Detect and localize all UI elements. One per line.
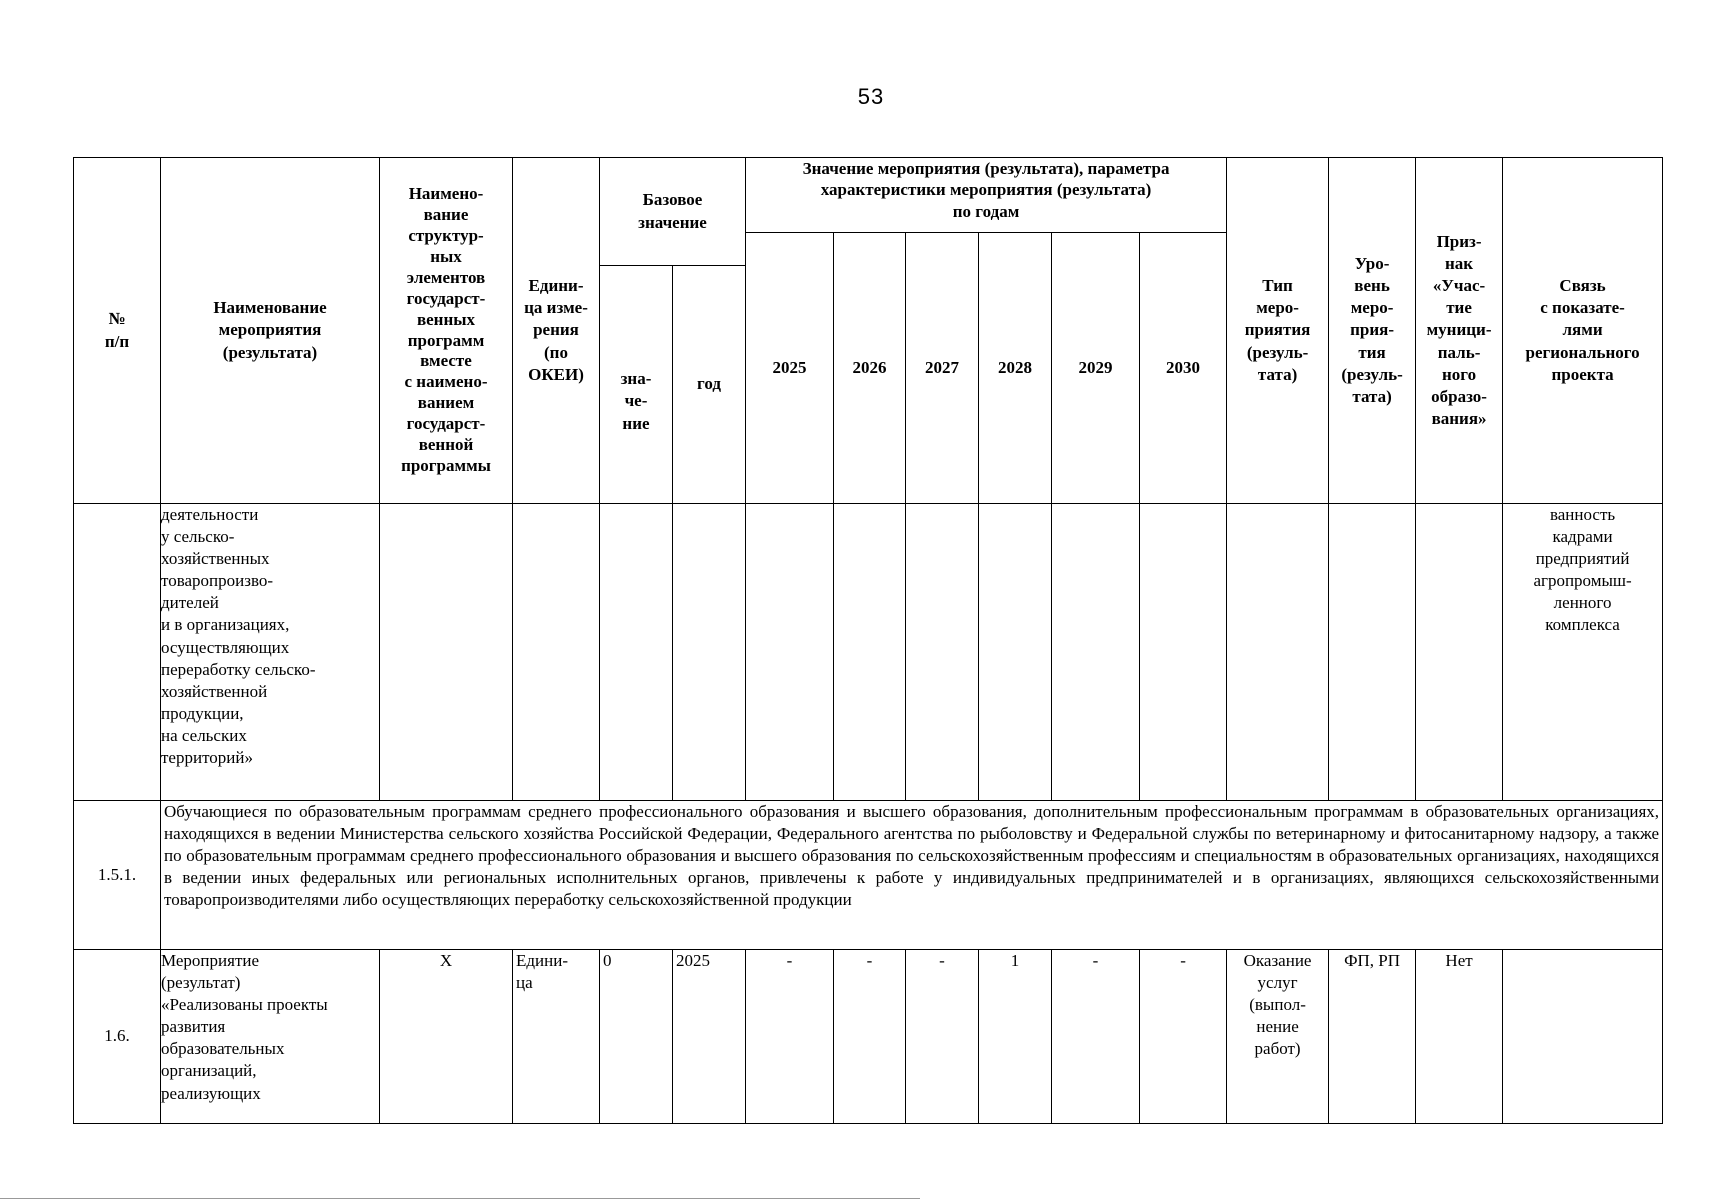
- cell-structural-elements: X: [380, 950, 513, 1124]
- cell-event-name: Мероприятие (результат) «Реализованы проекты развития образовательных организаций, реализующих: [161, 950, 380, 1124]
- cell-event-type: Оказание услуг (выпол- нение работ): [1227, 950, 1329, 1124]
- cell-year-2029: [1052, 504, 1140, 801]
- header-event-level: Уро- вень меро- прия- тия (резуль- тата): [1329, 158, 1416, 504]
- cell-year-2027: -: [906, 950, 979, 1124]
- cell-regional-link: ванность кадрами предприятий агропромыш- ленного комплекса: [1503, 504, 1663, 801]
- header-structural-elements: Наимено- вание структур- ных элементов государст- венных программ вместе с наимено- ванием государст- венной программы: [380, 158, 513, 504]
- header-regional-link: Связь с показате- лями регионального проекта: [1503, 158, 1663, 504]
- header-base-value: Базовое значение: [600, 158, 746, 266]
- table-row: [74, 801, 1663, 950]
- header-unit: Едини- ца изме- рения (по ОКЕИ): [513, 158, 600, 504]
- cell-base-year: 2025: [673, 950, 746, 1124]
- cell-year-2027: [906, 504, 979, 801]
- cell-regional-link: [1503, 950, 1663, 1124]
- cell-year-2030: [1140, 504, 1227, 801]
- header-year-2025: 2025: [746, 233, 834, 504]
- header-year-2028: 2028: [979, 233, 1052, 504]
- table-row: [74, 950, 1663, 1124]
- cell-base-year: [673, 504, 746, 801]
- page-number: 53: [857, 84, 885, 109]
- header-municipal-flag: Приз- нак «Учас- тие муници- паль- ного образо- вания»: [1416, 158, 1503, 504]
- header-base-value-year: год: [673, 266, 746, 504]
- cell-number: 1.6.: [74, 950, 161, 1124]
- cell-base-value: [600, 504, 673, 801]
- cell-year-2029: -: [1052, 950, 1140, 1124]
- cell-year-2028: 1: [979, 950, 1052, 1124]
- header-event-name: Наименование мероприятия (результата): [161, 158, 380, 504]
- table-row: [74, 504, 1663, 801]
- cell-municipal-flag: Нет: [1416, 950, 1503, 1124]
- cell-municipal-flag: [1416, 504, 1503, 801]
- cell-year-2030: -: [1140, 950, 1227, 1124]
- header-year-2027: 2027: [906, 233, 979, 504]
- header-base-value-value: зна- че- ние: [600, 266, 673, 504]
- cell-event-name: деятельности у сельско- хозяйственных товаропроизво- дителей и в организациях, осуществляющих переработку сельско- хозяйственной продукции, на сельских территорий»: [161, 504, 380, 801]
- program-table: [73, 157, 1663, 1124]
- cell-year-2025: [746, 504, 834, 801]
- cell-event-level: ФП, РП: [1329, 950, 1416, 1124]
- cell-result-description: Обучающиеся по образовательным программам среднего профессионального образования и высшего образования, дополнительным профессиональным программам в образовательных организациях, находящихся в ведении Министерства сельского хозяйства Российской Федерации, Федерального агентства по рыболовству и Федеральной службы по ветеринарному и фитосанитарному надзору, а также по образовательным программам среднего профессионального образования и высшего образования по сельскохозяйственным профессиям и специальностям в образовательных организациях, находящихся в ведении иных федеральных или региональных исполнительных органов, привлечены к работе у индивидуальных предпринимателей и в организациях, являющихся сельскохозяйственными товаропроизводителями либо осуществляющих переработку сельскохозяйственной продукции: [161, 801, 1663, 950]
- cell-year-2026: [834, 504, 906, 801]
- cell-year-2025: -: [746, 950, 834, 1124]
- cell-unit: Едини- ца: [513, 950, 600, 1124]
- header-values-by-year: Значение мероприятия (результата), параметра характеристики мероприятия (результата) по годам: [746, 158, 1227, 233]
- cell-unit: [513, 504, 600, 801]
- cell-number: 1.5.1.: [74, 801, 161, 950]
- header-year-2026: 2026: [834, 233, 906, 504]
- cell-year-2028: [979, 504, 1052, 801]
- header-event-type: Тип меро- приятия (резуль- тата): [1227, 158, 1329, 504]
- cell-event-level: [1329, 504, 1416, 801]
- page-bottom-rule: [0, 1198, 920, 1199]
- cell-year-2026: -: [834, 950, 906, 1124]
- cell-structural-elements: [380, 504, 513, 801]
- cell-base-value: 0: [600, 950, 673, 1124]
- cell-number: [74, 504, 161, 801]
- cell-event-type: [1227, 504, 1329, 801]
- header-number: № п/п: [74, 158, 161, 504]
- header-year-2030: 2030: [1140, 233, 1227, 504]
- header-year-2029: 2029: [1052, 233, 1140, 504]
